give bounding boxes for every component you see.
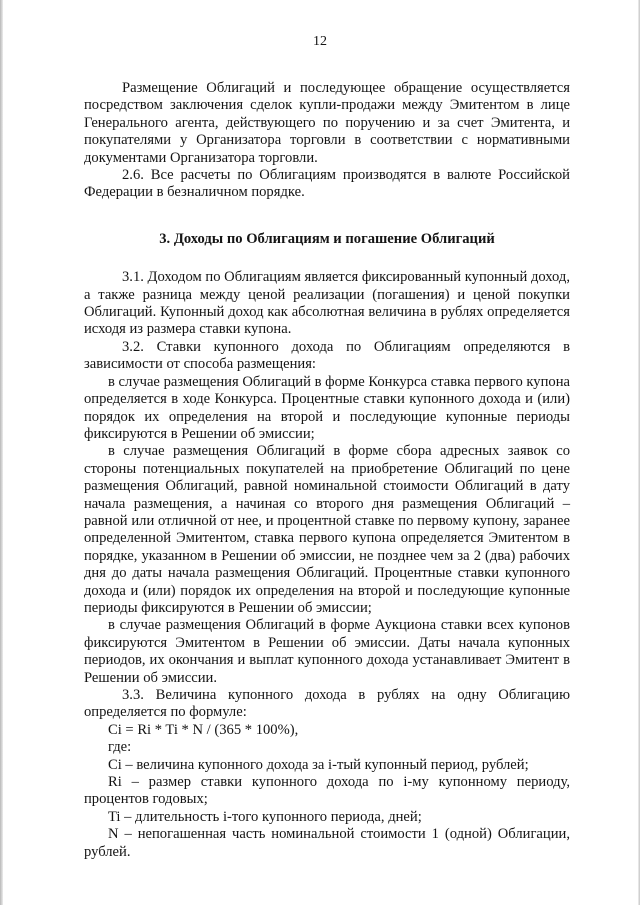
page-number: 12 xyxy=(313,34,327,49)
section-heading: 3. Доходы по Облигациям и погашение Облигаций xyxy=(159,230,495,247)
paragraph-3-1: 3.1. Доходом по Облигациям является фиксированный купонный доход, а также разница между ценой реализации (погашения) и ценой покупки Облигаций. Купонный доход как абсолютная величина в рублях определяется исходя из размера ставки купона. xyxy=(84,269,570,338)
paragraph-contest-placement: в случае размещения Облигаций в форме Конкурса ставка первого купона определяется в ходе Конкурса. Процентные ставки купонного дохода и (или) порядок их определения на второй и последующие купонные периоды фиксируются в Решении об эмиссии; xyxy=(84,373,570,442)
paragraph-3-2: 3.2. Ставки купонного дохода по Облигациям определяются в зависимости от способа размещения: xyxy=(84,338,570,373)
coupon-formula: Ci = Ri * Ti * N / (365 * 100%), xyxy=(108,721,299,738)
document-body xyxy=(84,80,570,861)
paragraph-auction-placement: в случае размещения Облигаций в форме Аукциона ставки всех купонов фиксируются Эмитентом в Решении об эмиссии. Даты начала купонных периодов, их окончания и выплат купонного дохода устанавливает Эмитент в Решении об эмиссии. xyxy=(84,617,570,686)
definition-n: N – непогашенная часть номинальной стоимости 1 (одной) Облигации, рублей. xyxy=(84,826,570,860)
formula-where-label: где: xyxy=(108,739,132,756)
scan-edge-left xyxy=(0,0,3,905)
paragraph-bookbuilding-placement: в случае размещения Облигаций в форме сбора адресных заявок со стороны потенциальных покупателей на приобретение Облигаций по цене размещения Облигаций, равной номинальной стоимости Облигаций в дату начала размещения, а начиная со второго дня размещения Облигаций – равной или отличной от нее, и процентной ставке по первому купону, заранее определенной Эмитентом, ставка первого купона определяется Эмитентом в порядке, указанном в Решении об эмиссии, не позднее чем за 2 (два) рабочих дня до даты начала размещения Облигаций. Процентные ставки купонного дохода и (или) порядок их определения на второй и последующие купонные периоды фиксируются в Решении об эмиссии; xyxy=(84,443,570,616)
paragraph-2-6-settlements: 2.6. Все расчеты по Облигациям производятся в валюте Российской Федерации в безналичном порядке. xyxy=(84,167,570,201)
paragraph-placement-circulation: Размещение Облигаций и последующее обращение осуществляется посредством заключения сделок купли-продажи между Эмитентом в лице Генерального агента, действующего по поручению и за счет Эмитента, и покупателями у Организатора торговли в соответствии с нормативными документами Организатора торговли. xyxy=(84,80,570,166)
definition-ci: Ci – величина купонного дохода за i-тый купонный период, рублей; xyxy=(108,756,529,773)
definition-ri: Ri – размер ставки купонного дохода по i-му купонному периоду, процентов годовых; xyxy=(84,774,570,808)
definition-ti: Ti – длительность i-того купонного периода, дней; xyxy=(108,808,422,825)
paragraph-3-3: 3.3. Величина купонного дохода в рублях на одну Облигацию определяется по формуле: xyxy=(84,687,570,721)
